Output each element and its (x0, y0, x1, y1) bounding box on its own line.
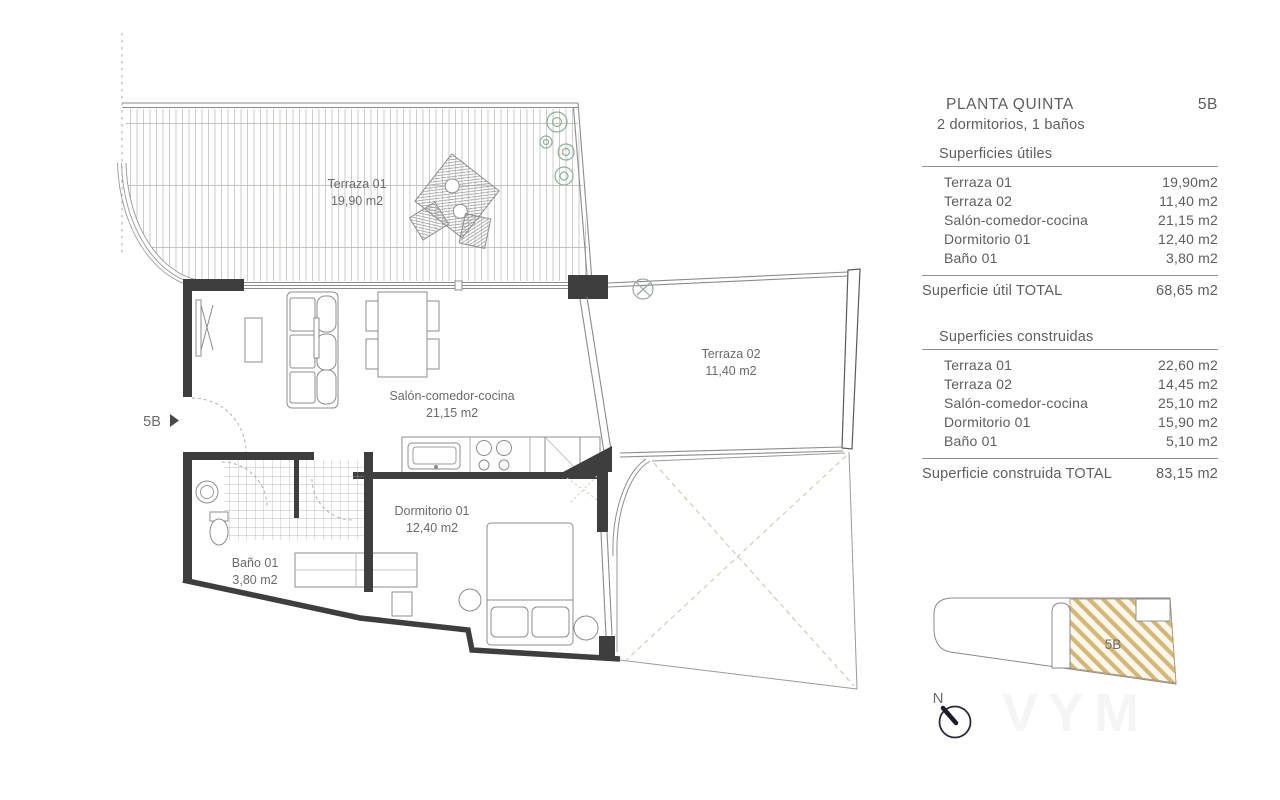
row-label: Baño 01 (944, 249, 998, 266)
north-label: N (932, 690, 944, 707)
entrance-label: 5B (143, 414, 161, 430)
keyplan-core (1052, 603, 1070, 668)
mullion (455, 281, 462, 290)
terraza01-label: Terraza 01 (327, 177, 387, 191)
roof-area (613, 452, 857, 689)
tv-stand (201, 305, 213, 350)
terraza-02-room (608, 269, 860, 457)
table-row (922, 374, 1218, 393)
row-label: Terraza 02 (944, 192, 1013, 209)
surface-panel (922, 96, 1218, 482)
north-arrow (933, 690, 971, 738)
row-value: 14,45 m2 (1158, 375, 1218, 392)
table-row (922, 355, 1218, 374)
row-value: 22,60 m2 (1158, 356, 1218, 373)
row-value: 19,90m2 (1162, 173, 1218, 190)
keyplan-unit-label: 5B (1104, 637, 1122, 652)
terrace-chair (459, 214, 491, 249)
panel-header (922, 96, 1218, 114)
row-label: Baño 01 (944, 432, 998, 449)
row-value: 11,40 m2 (1159, 192, 1218, 209)
row-value: 12,40 m2 (1158, 230, 1218, 247)
plant-icon (633, 279, 653, 299)
terrace2-wall-right (842, 269, 860, 449)
total-value: 83,15 m2 (1155, 466, 1218, 482)
keyplan-notch (1136, 599, 1170, 621)
row-value: 15,90 m2 (1158, 413, 1218, 430)
roof-curve-wall (613, 459, 650, 556)
wall (186, 452, 314, 460)
built-surfaces-header: Superficies construidas (922, 329, 1218, 350)
table-row (922, 248, 1218, 267)
total-label: Superficie construida TOTAL (922, 466, 1112, 482)
row-value: 25,10 m2 (1158, 394, 1218, 411)
dormitorio-area: 12,40 m2 (405, 521, 459, 535)
glazing (601, 532, 612, 637)
wall (183, 279, 244, 291)
table-row (922, 172, 1218, 191)
total-value: 68,65 m2 (1155, 283, 1218, 299)
glazing-diagonal (580, 297, 611, 452)
table-row (922, 210, 1218, 229)
wall (364, 452, 373, 592)
row-label: Terraza 02 (944, 375, 1013, 392)
kitchen (402, 437, 600, 473)
built-total-row (922, 458, 1218, 482)
sofa (287, 292, 338, 408)
roof-boundary (617, 452, 857, 689)
useful-total-row (922, 275, 1218, 299)
wall (183, 279, 192, 397)
bath-sink (196, 481, 218, 503)
table-row (922, 431, 1218, 450)
terrace2-railing-bottom (620, 447, 843, 457)
terraza-01-room (118, 33, 593, 288)
entrance-marker (143, 414, 179, 430)
key-plan (934, 598, 1176, 684)
built-surfaces-table (922, 350, 1218, 450)
shower-partition (294, 460, 299, 518)
stool (459, 589, 481, 611)
row-label: Salón-comedor-cocina (944, 211, 1089, 228)
row-label: Terraza 01 (944, 356, 1013, 373)
row-value: 3,80 m2 (1166, 249, 1218, 266)
table-row (922, 412, 1218, 431)
dining-table (366, 292, 439, 377)
row-label: Dormitorio 01 (944, 230, 1031, 247)
entrance-door-swing (192, 398, 246, 452)
salon-area: 21,15 m2 (425, 406, 479, 420)
unit-badge: 5B (1197, 96, 1218, 113)
dormitorio-label: Dormitorio 01 (394, 504, 470, 518)
total-label: Superficie útil TOTAL (922, 283, 1063, 299)
row-label: Salón-comedor-cocina (944, 394, 1089, 411)
side-table (245, 318, 262, 362)
useful-surfaces-table (922, 167, 1218, 267)
row-value: 5,10 m2 (1166, 432, 1218, 449)
wall (183, 452, 192, 583)
useful-surfaces-header: Superficies útiles (922, 146, 1218, 167)
table-row (922, 229, 1218, 248)
row-label: Terraza 01 (944, 173, 1013, 190)
glazing (244, 283, 568, 289)
wall (597, 472, 608, 532)
table-row (922, 393, 1218, 412)
entrance-arrow-icon (170, 414, 179, 427)
wall (599, 636, 615, 658)
terraza02-area: 11,40 m2 (705, 364, 757, 378)
wall-corner-block (568, 275, 608, 299)
salon-label: Salón-comedor-cocina (389, 389, 515, 403)
row-label: Dormitorio 01 (944, 413, 1031, 430)
page-title: PLANTA QUINTA (946, 96, 1074, 113)
nightstand (392, 592, 412, 616)
terraza02-label: Terraza 02 (701, 347, 761, 361)
roof-cross (622, 456, 854, 686)
bano-area: 3,80 m2 (232, 573, 278, 587)
watermark: VYM (1002, 683, 1150, 743)
tv (196, 300, 201, 356)
toilet (210, 512, 228, 545)
table-row (922, 191, 1218, 210)
terraza01-area: 19,90 m2 (330, 194, 384, 208)
terrace-railing-top (122, 103, 578, 108)
bano-label: Baño 01 (231, 556, 279, 570)
stool (574, 616, 598, 640)
panel-leaf (314, 318, 319, 358)
bed (487, 523, 573, 645)
panel-subtitle: 2 dormitorios, 1 baños (937, 117, 1085, 133)
row-value: 21,15 m2 (1158, 211, 1218, 228)
